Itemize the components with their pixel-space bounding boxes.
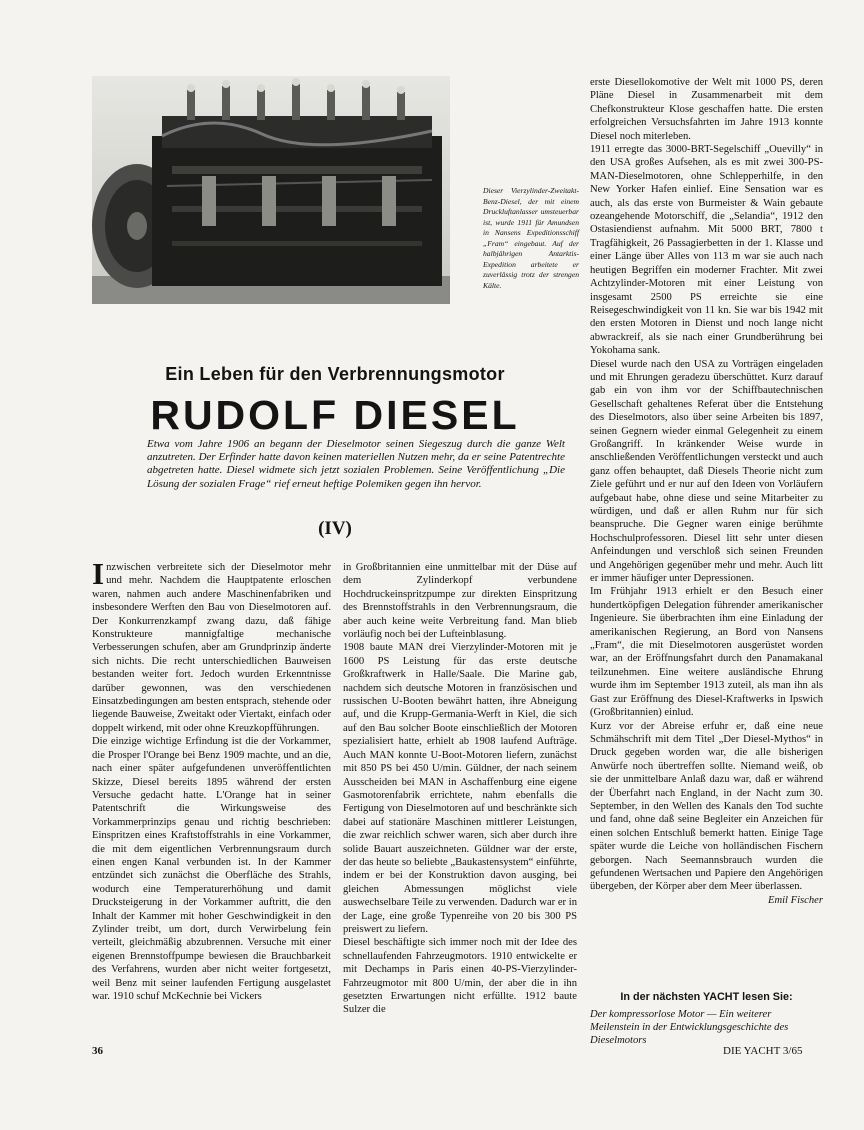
next-issue-box [590,991,823,1047]
paragraph: erste Diesellokomotive der Welt mit 1000 PS, deren Pläne Diesel in Zusammenarbeit mit dem Chefkonstrukteur Klose geschaffen hatte. Die ersten erfolgreichen Versuchsfahrten im Jahre 1913 konnte Diesel noch miterleben. [590,77,823,142]
paragraph: Im Frühjahr 1913 erhielt er den Besuch einer hundertköpfigen Delegation führender amerikanischer Ingenieure. Sie überbrachten ihm eine Einladung der amerikanischen Regierung, an Bord von Nansens „Fram“, die mit Dieselmotoren ausgerüstet worden war, an der Eröffnungsfahrt durch den Panamakanal teilzunehmen. Eine weitere ausländische Ehrung wurde ihm im September 1913 zuteil, als man ihn als Gast zur Eröffnung des Diesel-Kraftwerks in Ipswich (Großbritannien) einlud. [590,586,823,719]
engine-photo [92,76,450,304]
next-issue-heading: In der nächsten YACHT lesen Sie: [620,991,793,1003]
paragraph [92,556,331,735]
paragraph: 1911 erregte das 3000-BRT-Segelschiff „Ouevilly“ in den USA großes Aufsehen, als es mit zwei 300-PS-MAN-Dieselmotoren, ohne Schlepperhilfe, in den New Yorker Hafen einlief. Eine Sensation war es auch, als das erste von Burmeister & Wain gebaute ozeangehende Motorschiff, die „Selandia“, 1912 den Ostasiendienst aufnahm. Mit 5000 BRT, 7800 t Tragfähigkeit, 26 Passagierbetten in der 1. Klasse und einer Länge über Alles von 113 m war sie auch nach heutigen Begriffen ein moderner Frachter. Mit zwei Achtzylinder-Motoren mit einer Leistung von insgesamt 2500 PS erreichte sie eine Reisegeschwindigkeit von 11 kn. Sie war bis 1942 mit den ersten Motoren in Dienst und noch lange nicht abwrackreif, als sie nach einer Grundberührung bei Yokohama sank. [590,144,823,357]
column-1 [92,556,331,1003]
part-number: (IV) [318,518,352,539]
magazine-issue: DIE YACHT 3/65 [723,1045,803,1057]
column-3 [590,76,823,907]
article-kicker: Ein Leben für den Verbrennungsmotor [165,364,505,384]
paragraph: Diesel wurde nach den USA zu Vorträgen eingeladen und mit Ehrungen geradezu überschüttet. Kurz darauf gab ein von ihm vor der Schiffbautechnischen Gesellschaft gehaltenes Referat über die Entstehung des Dieselmotors, also über seine Arbeiten bis 1897, seinen Gegnern wieder einmal Gelegenheit zu einem Großangriff. In kränkender Weise wurde in anschließenden Veröffentlichungen versteckt und auch ganz offen behauptet, daß Diesels Theorie nicht zum Ziele geführt und er nur auf den Ideen von Vorläufern aufgebaut habe, ohne diese und seine Mitarbeiter zu würdigen, und daß er allen Ruhm nur für sich beanspruche. Die Gegner waren einige berühmte Hochschulprofessoren. Diesel litt sehr unter diesen Anfeindungen und verschloß sich seinen Freunden und Angehörigen gegenüber mehr und mehr. Auch litt er immer häufiger unter Depressionen. [590,358,823,585]
drop-cap: I [92,556,105,591]
article-title: RUDOLF DIESEL [150,392,520,438]
page-number: 36 [92,1045,103,1057]
next-issue-text: Der kompressorlose Motor — Ein weiterer Meilenstein in der Entwicklungsgeschichte des Dieselmotors [590,1009,789,1046]
photo-caption: Dieser Vierzylinder-Zweitakt-Benz-Diesel, der mit einem Druckluftanlasser umsteuerbar ist, wurde 1911 für Amundsen in Nansens Expeditionsschiff „Fram“ eingebaut. Auf der halbjährigen Antarktis-Expedition arbeitete er zuverlässig trotz der strengen Kälte. [483,186,579,290]
paragraph: Diesel beschäftigte sich immer noch mit der Idee des schnellaufenden Fahrzeugmotors. 1910 entwickelte er mit Dechamps in Paris einen 40-PS-Vierzylinder-Fahrzeugmotor mit 800 U/min, der aber die in ihn gesetzten Erwartungen nicht erfüllte. 1912 baute Sulzer die [343,937,577,1016]
paragraph: Die einzige wichtige Erfindung ist die der Vorkammer, die Prosper l'Orange bei Benz 1909 machte, und an die, nach einer später aufgefundenen unveröffentlichten Skizze, Diesel bereits 1895 während der ersten Versuche gedacht hatte. L'Orange hat in seiner Patentschrift die Wirkungsweise des Vorkammerprinzips genau und richtig beschrieben: Einspritzen eines Kraftstoffstrahls in eine Vorkammer, die mit dem eigentlichen Verbrennungsraum durch einen engen Kanal verbunden ist. In der Kammer entzündet sich zunächst die Oberfläche des Strahls, wodurch eine Temperaturerhöhung und damit Drucksteigerung in der Vorkammer auftritt, die den Inhalt der Kammer mit hoher Geschwindigkeit in den Zylinder treibt, um dort, durch Verwirbelung fein verteilt, gleichmäßig abzubrennen. Versuche mit einer eigenen Brennstoffpumpe bewiesen die Brauchbarkeit des Verfahrens, wurden aber nicht weiter fortgesetzt, weil Benz mit seiner laufenden Fertigung ausgelastet war. 1910 schuf McKechnie bei Vickers [92,736,331,1002]
paragraph: 1908 baute MAN drei Vierzylinder-Motoren mit je 1600 PS Leistung für das erste deutsche Großkraftwerk in Halle/Saale. Die Marine gab, nachdem sich deutsche Motoren in französischen und russischen U-Booten bewährt hatten, ihre Abneigung auf, und die Krupp-Germania-Werft in Kiel, die sich auf den Bau solcher Boote einschließlich der Motoren spezialisiert hatte, erhielt ab 1908 laufend Aufträge. Auch MAN konnte U-Boot-Motoren liefern, zunächst mit 850 PS bei 450 U/min. Güldner, der nach seinem Ausscheiden bei MAN in Aschaffenburg eine eigene Gasmotorenfabrik errichtete, nahm ebenfalls die Fertigung von Dieselmotoren auf und beschränkte sich dabei auf stationäre Maschinen mittlerer Leistungen, die zwar reichlich schwer waren, sich aber durch ihre solide Bauart auszeichneten. Güldner war der erste, der das heute so beliebte „Baukastensystem“ einführte, indem er bei der Konstruktion davon ausging, bei gleichen Abmessungen möglichst viele auswechselbare Teile zu verwenden. Dadurch war er in der Lage, eine große Typenreihe von 20 bis 300 PS preiswert zu liefern. [343,642,577,935]
paragraph: in Großbritannien eine unmittelbar mit der Düse auf dem Zylinderkopf verbundene Hochdruckeinspritzpumpe zur direkten Einspritzung des Brennstoffstrahls in den Verbrennungsraum, die aber auch keine weite Verbreitung fand. Man blieb vorläufig noch bei der Lufteinblasung. [343,562,577,641]
paragraph: Kurz vor der Abreise erfuhr er, daß eine neue Schmähschrift mit dem Titel „Der Diesel-Mythos“ in Druck gegeben worden war, die alle bisherigen Anwürfe noch übertreffen sollte. Niemand weiß, ob sie der unmittelbare Anlaß dazu war, daß er während der Überfahrt nach England, in der Nacht zum 30. September, in den Wellen des Kanals den Tod suchte und fand, ohne daß seine Begleiter ein Anzeichen für einen solchen Entschluß bemerkt hatten. Einige Tage später wurde die Leiche von holländischen Fischern geborgen. Nach Seemannsbrauch wurden die gefundenen Wertsachen und Papiere den Angehörigen übergeben, der Körper aber dem Meer überlassen. [590,720,823,893]
article-lead: Etwa vom Jahre 1906 an begann der Dieselmotor seinen Siegeszug durch die ganze Welt anzutreten. Der Erfinder hatte davon keinen materiellen Nutzen mehr, da er seine Patentrechte abgetreten hatte. Diesel widmete sich jetzt sozialen Problemen. Seine Veröffentlichung „Die Lösung der sozialen Frage“ rief erneut heftige Polemiken gegen ihn hervor. [147,438,565,490]
column-2 [343,561,577,1017]
author-signature: Emil Fischer [767,894,823,906]
paragraph-text: nzwischen verbreitete sich der Dieselmotor mehr und mehr. Nachdem die Hauptpatente erloschen waren, nahmen auch andere Maschinenfabriken und insbesondere Werften den Bau von Dieselmotoren auf. Der Konkurrenzkampf zwang dazu, daß fähige Konstrukteure mannigfaltige mechanische Verbesserungen schufen, aber am Grundprinzip änderte sich nichts. Die recht unterschiedlichen Bauweisen bestanden weiter fort. Jedoch wurden Erkenntnisse darüber gewonnen, was den verschiedenen Einsatzbedingungen am besten entsprach, stehende oder liegende Bauweise, Zweitakt oder Viertakt, einfach oder doppelt wirkend, mit oder ohne Kreuzkopfführungen. [92,562,331,734]
